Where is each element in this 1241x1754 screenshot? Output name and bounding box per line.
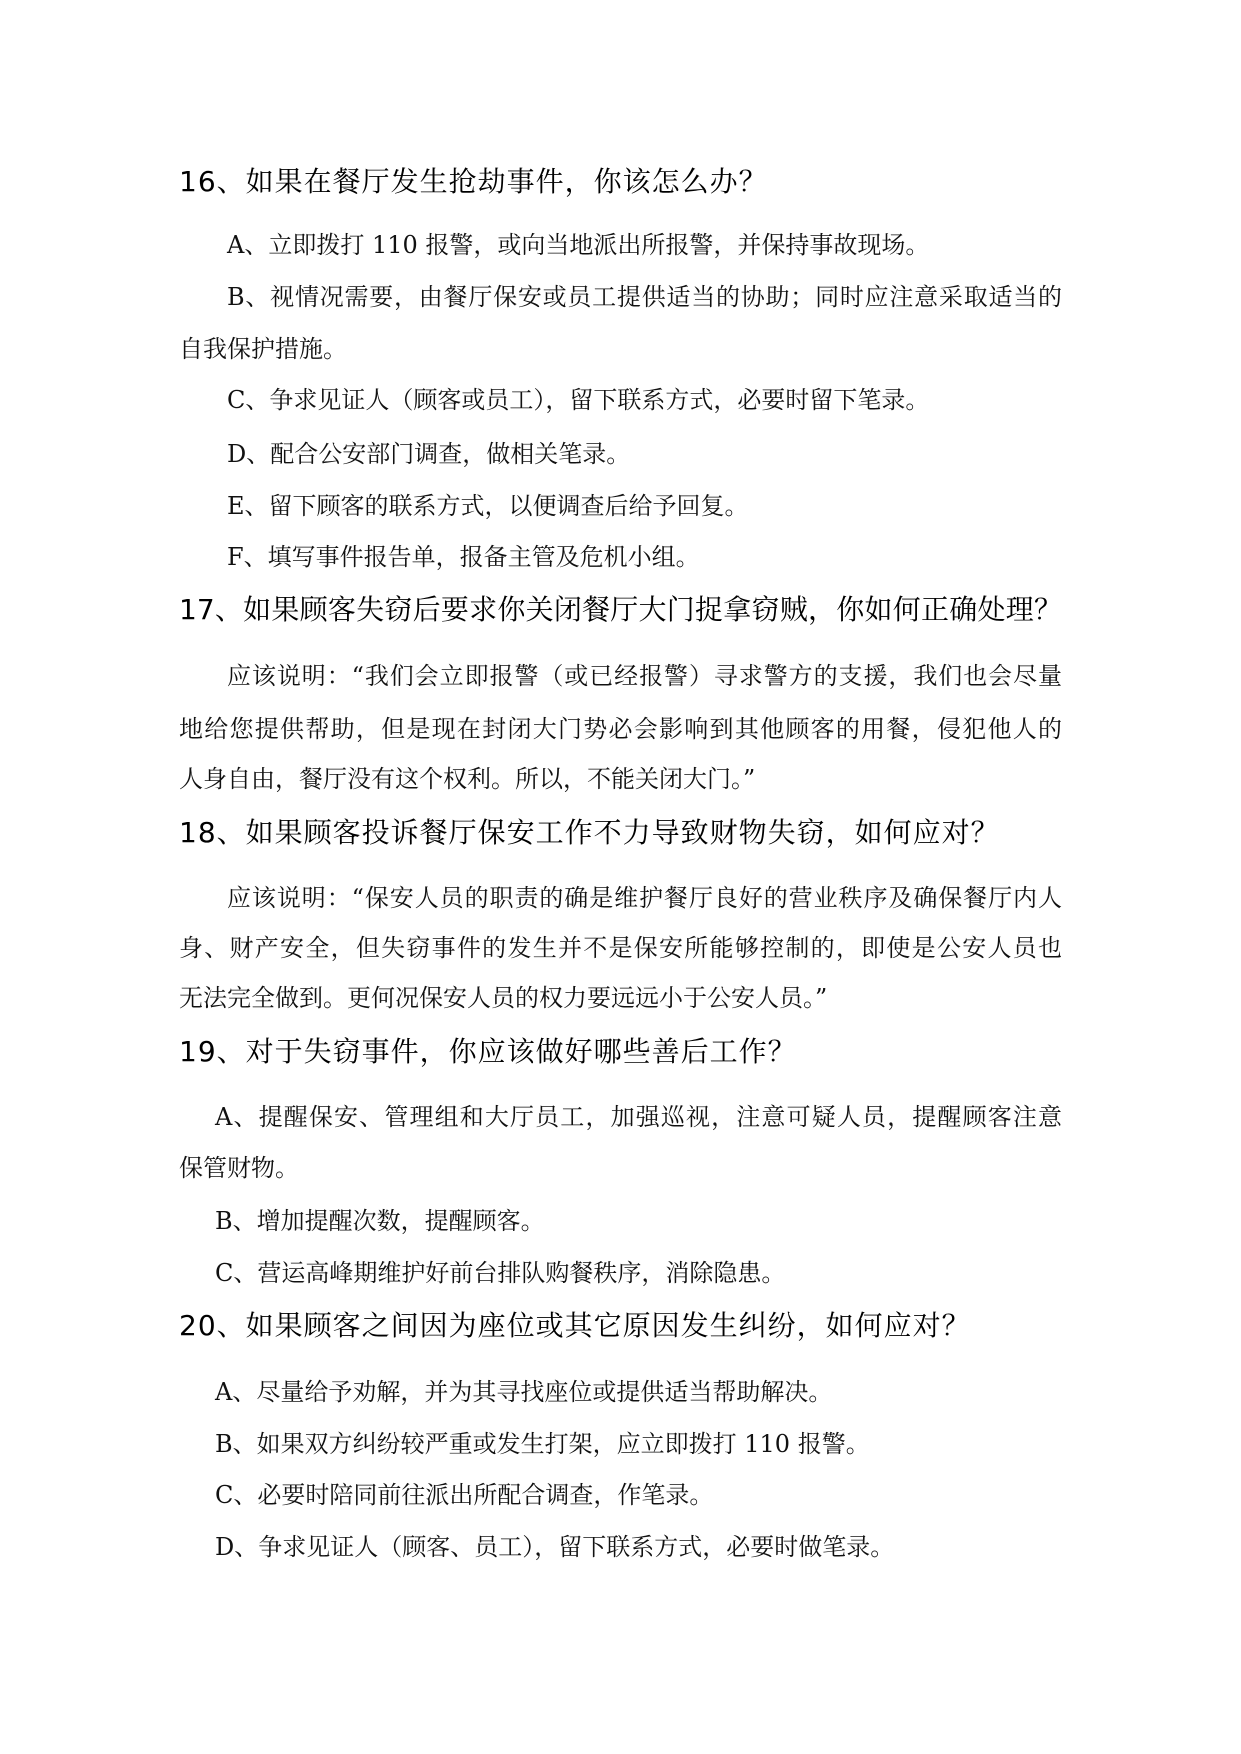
answer-paragraph-line: 应该说明：“保安人员的职责的确是维护餐厅良好的营业秩序及确保餐厅内人 (227, 884, 1062, 912)
option-item: B、如果双方纠纷较严重或发生打架，应立即拨打 110 报警。 (215, 1430, 870, 1458)
option-item: B、增加提醒次数，提醒顾客。 (215, 1207, 545, 1235)
option-item-continuation: 保管财物。 (179, 1154, 299, 1182)
answer-paragraph-line: 地给您提供帮助，但是现在封闭大门势必会影响到其他顾客的用餐，侵犯他人的 (179, 715, 1062, 743)
option-item: B、视情况需要，由餐厅保安或员工提供适当的协助；同时应注意采取适当的 (227, 283, 1062, 311)
answer-paragraph-line: 应该说明：“我们会立即报警（或已经报警）寻求警方的支援，我们也会尽量 (227, 662, 1062, 690)
option-item: C、必要时陪同前往派出所配合调查，作笔录。 (215, 1481, 714, 1509)
question-heading-17: 17、如果顾客失窃后要求你关闭餐厅大门捉拿窃贼，你如何正确处理？ (179, 593, 1062, 626)
option-item: D、配合公安部门调查，做相关笔录。 (227, 440, 631, 468)
option-item: A、提醒保安、管理组和大厅员工，加强巡视，注意可疑人员，提醒顾客注意 (215, 1103, 1062, 1131)
answer-paragraph-line: 身、财产安全，但失窃事件的发生并不是保安所能够控制的，即使是公安人员也 (179, 934, 1062, 962)
answer-paragraph-line: 无法完全做到。更何况保安人员的权力要远远小于公安人员。” (179, 984, 828, 1012)
question-heading-19: 19、对于失窃事件，你应该做好哪些善后工作？ (179, 1035, 797, 1068)
option-item: C、营运高峰期维护好前台排队购餐秩序，消除隐患。 (215, 1259, 786, 1287)
question-heading-18: 18、如果顾客投诉餐厅保安工作不力导致财物失窃，如何应对？ (179, 816, 1000, 849)
option-item: A、立即拨打 110 报警，或向当地派出所报警，并保持事故现场。 (227, 231, 930, 259)
question-heading-16: 16、如果在餐厅发生抢劫事件，你该怎么办？ (179, 165, 768, 198)
answer-paragraph-line: 人身自由，餐厅没有这个权利。所以，不能关闭大门。” (179, 765, 756, 793)
option-item: C、争求见证人（顾客或员工），留下联系方式，必要时留下笔录。 (227, 386, 930, 414)
option-item: E、留下顾客的联系方式，以便调查后给予回复。 (227, 492, 749, 520)
option-item: A、尽量给予劝解，并为其寻找座位或提供适当帮助解决。 (215, 1378, 833, 1406)
option-item-continuation: 自我保护措施。 (179, 335, 347, 363)
option-item: F、填写事件报告单，报备主管及危机小组。 (227, 543, 700, 571)
option-item: D、争求见证人（顾客、员工），留下联系方式，必要时做笔录。 (215, 1533, 895, 1561)
question-heading-20: 20、如果顾客之间因为座位或其它原因发生纠纷，如何应对？ (179, 1309, 971, 1342)
